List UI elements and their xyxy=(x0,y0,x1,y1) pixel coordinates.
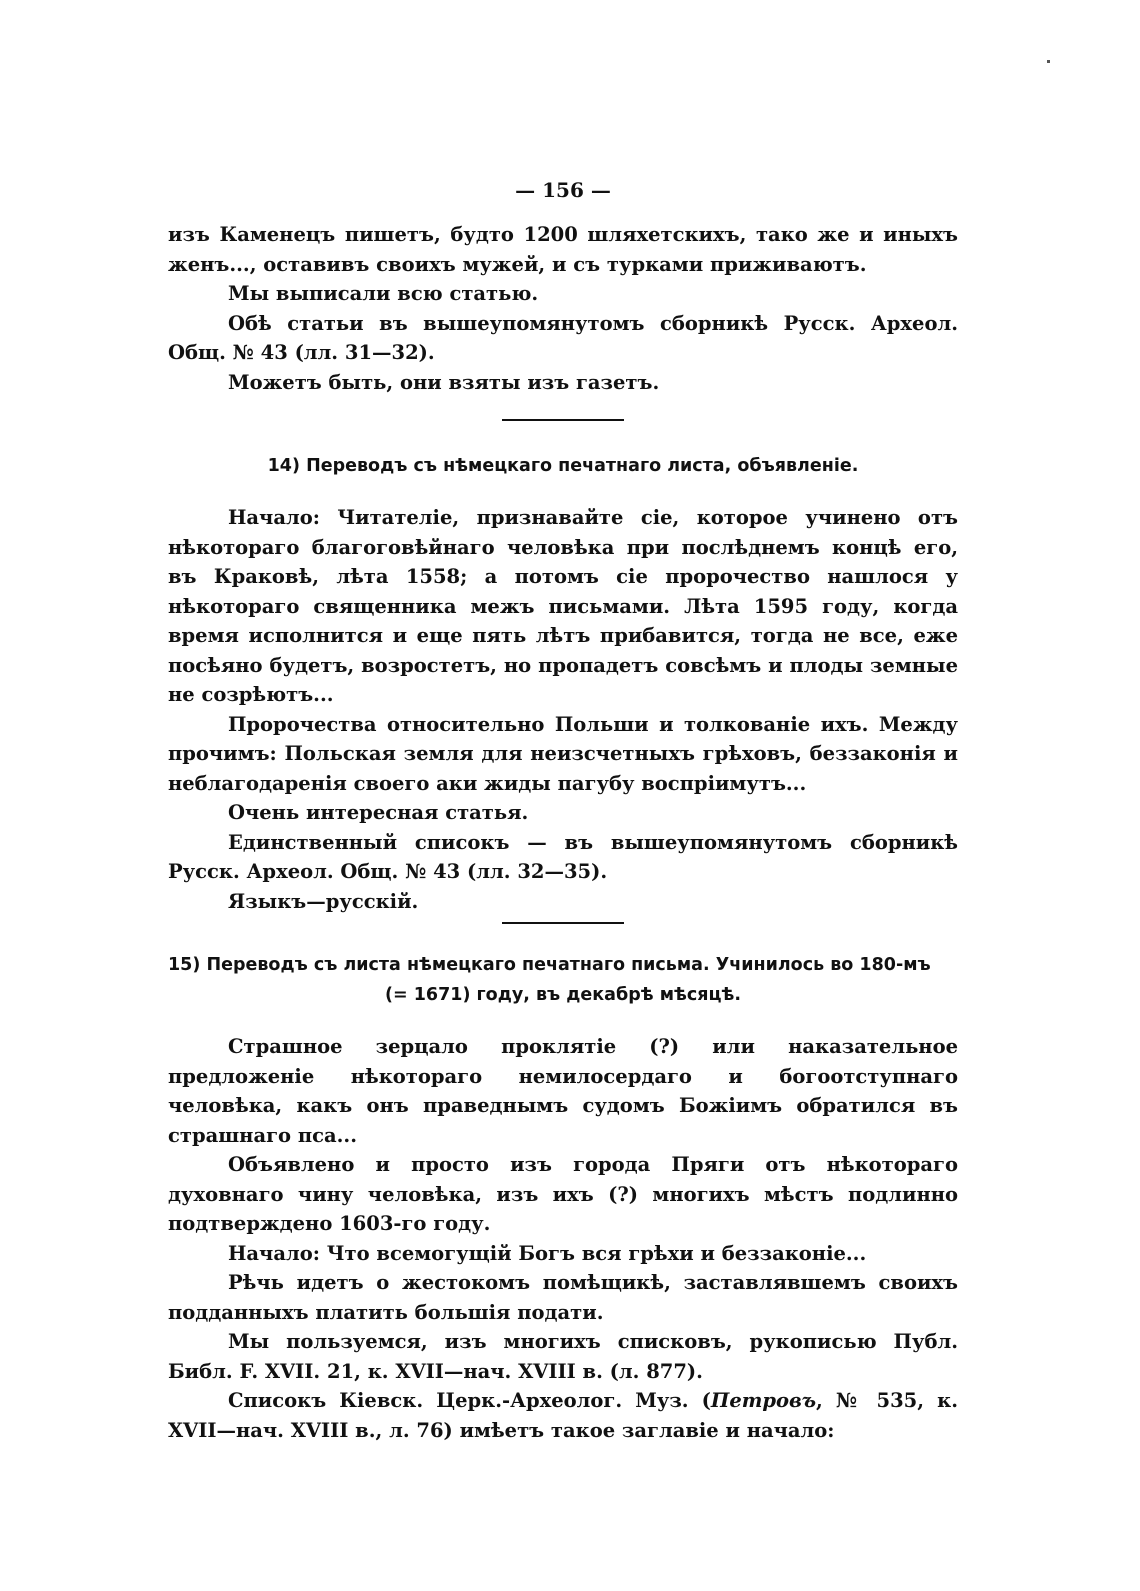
paragraph: Пророчества относительно Польши и толкованіе ихъ. Между прочимъ: Польская земля для неизсчетныхъ грѣховъ, беззаконія и неблагодаренія своего аки жиды пагубу воспріимутъ... xyxy=(168,712,958,795)
paragraph-part: , № 535, к. XVII—нач. XVIII в., л. 76) имѣетъ такое заглавіе и начало: xyxy=(168,1389,959,1442)
section-divider xyxy=(502,419,624,421)
section-heading-line-2: (= 1671) году, въ декабрѣ мѣсяцѣ. xyxy=(384,985,741,1005)
paragraph: Языкъ—русскій. xyxy=(228,889,419,913)
section-14 xyxy=(168,451,958,916)
author-name: Петровъ xyxy=(710,1389,816,1412)
paragraph: Мы пользуемся, изъ многихъ списковъ, рукописью Публ. Библ. F. XVII. 21, к. XVII—нач. XVIII в. (л. 877). xyxy=(168,1330,958,1383)
paragraph: Начало: Читателіе, признавайте сіе, которое учинено отъ нѣкотораго благоговѣйнаго человѣка при послѣднемъ концѣ его, въ Краковѣ, лѣта 1558; а потомъ сіе пророчество нашлося у нѣкотораго священника межъ письмами. Лѣта 1595 году, когда время исполнится и еще пять лѣтъ прибавится, тогда не все, еже посѣяно будетъ, возростетъ, но пропадетъ совсѣмъ и плоды земные не созрѣютъ... xyxy=(168,506,958,706)
paragraph: Страшное зерцало проклятіе (?) или наказательное предложеніе нѣкотораго немилосердаго и богоотступнаго человѣка, какъ онъ праведнымъ судомъ Божіимъ обратился въ страшнаго пса... xyxy=(168,1035,958,1147)
paragraph: Единственный списокъ — въ вышеупомянутомъ сборникѣ Русск. Археол. Общ. № 43 (лл. 32—35). xyxy=(168,830,958,883)
paragraph: Обѣ статьи въ вышеупомянутомъ сборникѣ Русск. Археол. Общ. № 43 (лл. 31—32). xyxy=(168,311,958,364)
section-13-tail xyxy=(168,220,958,397)
section-heading: 14) Переводъ съ нѣмецкаго печатнаго листа, объявленіе. xyxy=(267,456,859,476)
paragraph: Мы выписали всю статью. xyxy=(228,282,539,305)
paragraph-part: Списокъ Кіевск. Церк.-Археолог. Муз. ( xyxy=(228,1389,711,1412)
paragraph: Рѣчь идетъ о жестокомъ помѣщикѣ, заставлявшемъ своихъ подданныхъ платить большія подати. xyxy=(168,1271,958,1324)
section-15 xyxy=(168,950,958,1445)
section-divider xyxy=(502,922,624,924)
page-number: — 156 — xyxy=(515,178,611,202)
document-page xyxy=(168,178,958,1445)
paragraph: изъ Каменецъ пишетъ, будто 1200 шляхетскихъ, тако же и иныхъ женъ..., оставивъ своихъ мужей, и съ турками приживаютъ. xyxy=(168,223,958,276)
paragraph: Объявлено и просто изъ города Пряги отъ нѣкотораго духовнаго чину человѣка, изъ ихъ (?) многихъ мѣстъ подлинно подтверждено 1603-го году. xyxy=(168,1153,958,1235)
paragraph: Можетъ быть, они взяты изъ газетъ. xyxy=(228,370,660,394)
section-heading-line-1: 15) Переводъ съ листа нѣмецкаго печатнаго письма. Учинилось во 180-мъ xyxy=(168,955,931,975)
scan-speck xyxy=(1047,60,1050,63)
paragraph xyxy=(168,1386,958,1445)
paragraph: Очень интересная статья. xyxy=(228,801,529,824)
paragraph: Начало: Что всемогущій Богъ вся грѣхи и беззаконіе... xyxy=(228,1241,867,1265)
